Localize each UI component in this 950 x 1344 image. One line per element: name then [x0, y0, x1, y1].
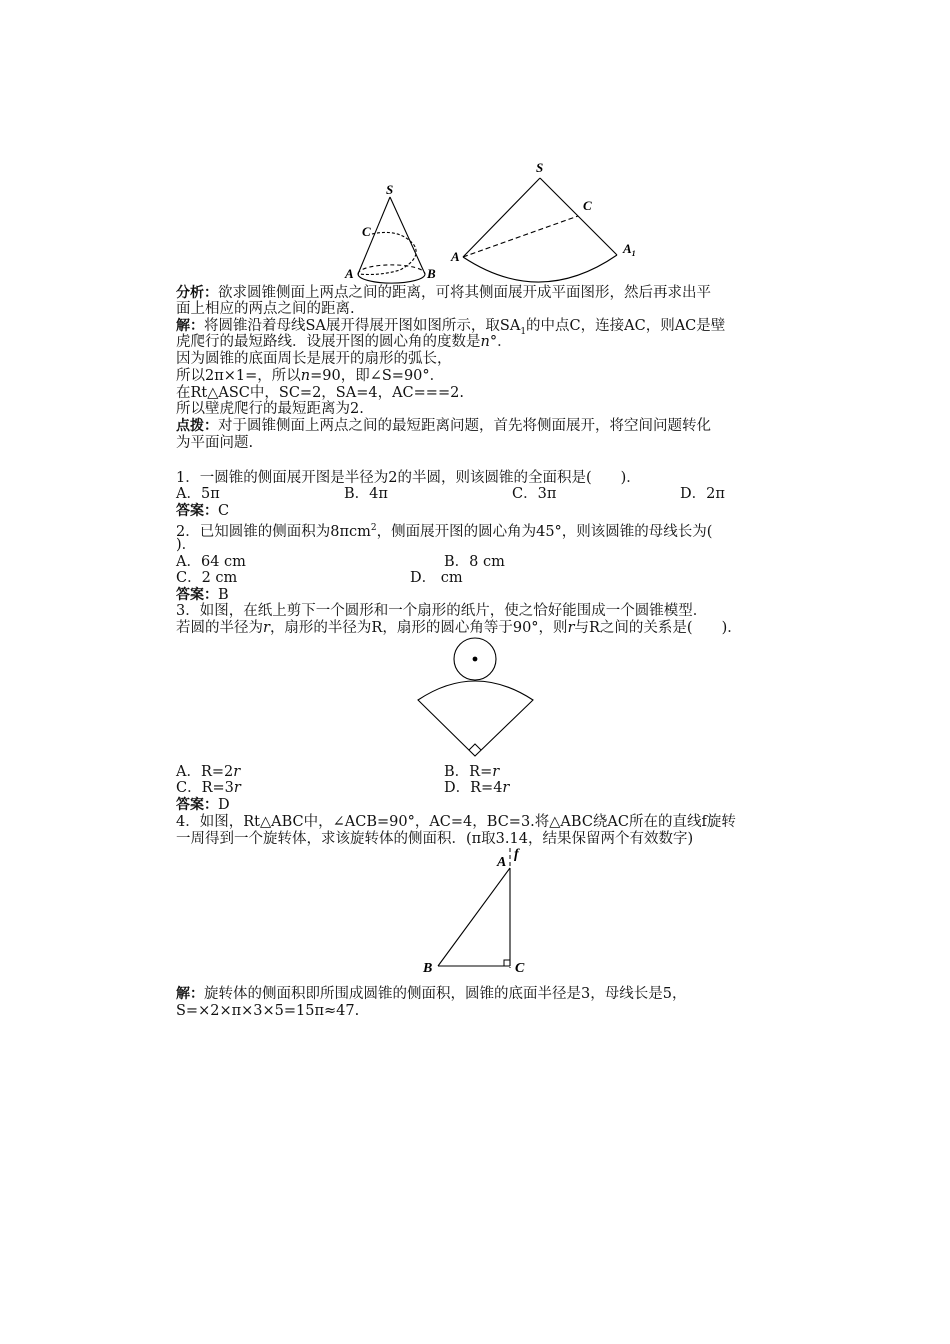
tip-line-2: 为平面问题. — [176, 435, 254, 451]
q4-stem-2: 一周得到一个旋转体，求该旋转体的侧面积．(π取3.14，结果保留两个有效数字) — [176, 831, 694, 847]
q3-option-d: D．R=4r — [444, 780, 510, 796]
solution1-text-4a: 所以2π×1=，所以 — [176, 368, 301, 384]
analysis-text-1: 欲求圆锥侧面上两点之间的距离，可将其侧面展开成平面图形，然后再求出平 — [218, 285, 711, 301]
solution1-text-2a: 虎爬行的最短路线．设展开图的圆心角的度数是 — [176, 334, 481, 350]
right-angle-mark-c — [504, 960, 510, 966]
q1-answer — [176, 503, 229, 519]
q3-answer — [176, 797, 230, 813]
q4-solution-2: S=×2×π×3×5=15π≈47. — [176, 1003, 360, 1019]
solution1-line-4 — [176, 368, 444, 384]
solution1-var-n2: n — [300, 368, 311, 384]
q3-stem-2b: ，扇形的半径为R，扇形的圆心角等于90°，则 — [269, 620, 568, 636]
tri-label-c: C — [515, 961, 525, 976]
analysis-line-2: 面上相应的两点之间的距离. — [176, 301, 355, 317]
q2-answer-label: 答案： — [176, 587, 218, 603]
q3-stem-2 — [176, 620, 742, 636]
q2-stem-1 — [176, 520, 712, 540]
sector-label-c: C — [583, 198, 592, 213]
tip-label: 点拨： — [176, 418, 218, 434]
q3-stem-1: 3．如图，在纸上剪下一个圆形和一个扇形的纸片，使之恰好能围成一个圆锥模型． — [176, 603, 708, 619]
solution1-text-1b: 的中点C，连接AC，则AC是壁 — [526, 318, 726, 334]
cone-label-c: C — [362, 224, 371, 239]
solution1-sub: 1 — [520, 326, 527, 337]
q1-option-d: D．2π — [680, 486, 725, 502]
right-angle-mark — [469, 744, 481, 750]
q3-option-c: C．R=3r — [176, 780, 241, 796]
solution1-line-2 — [176, 334, 512, 350]
q2-option-b: B．8 cm — [444, 554, 505, 570]
cone-label-s: S — [386, 182, 394, 197]
q2-option-a: A．64 cm — [176, 554, 246, 570]
q4-solution-1 — [176, 986, 686, 1002]
q4-stem-1: 4．如图，Rt△ABC中，∠ACB=90°，AC=4，BC=3.将△ABC绕AC所在的直线f旋转 — [176, 814, 736, 830]
q2-stem-a: 2．已知圆锥的侧面积为8πcm — [176, 523, 371, 540]
q3-answer-label: 答案： — [176, 797, 218, 813]
cone-label-a: A — [345, 266, 354, 281]
triangle-side-ab — [438, 868, 510, 966]
q1-answer-label: 答案： — [176, 503, 218, 519]
q4-solution-label: 解： — [176, 986, 204, 1002]
figure-circle-sector — [410, 636, 550, 761]
cone-label-b: B — [427, 266, 436, 281]
q1-option-b: B．4π — [344, 486, 388, 502]
solution1-line-5: 在Rt△ASC中，SC=2，SA=4，AC===2. — [176, 385, 464, 401]
q3-var-r: r — [263, 620, 270, 636]
solution1-label: 解： — [176, 318, 204, 334]
cone-drawing — [358, 197, 425, 283]
q2-stem-b: ，侧面展开图的圆心角为45°，则该圆锥的母线长为( — [376, 523, 713, 540]
q3-var-r2: r — [567, 620, 575, 636]
solution1-text-1: 将圆锥沿着母线SA展开得展开图如图所示，取SA — [204, 318, 521, 334]
tri-label-b: B — [423, 961, 433, 976]
solution1-text-4b: =90，即∠S=90°． — [310, 368, 445, 384]
tri-label-f: f — [514, 847, 519, 862]
tip-line-1 — [176, 418, 711, 434]
q2-option-c: C．2 cm — [176, 570, 238, 586]
q2-stem-sup: 2 — [370, 523, 377, 533]
sector-label-a1: $A_1$ — [623, 241, 636, 258]
sector-drawing — [463, 178, 617, 282]
solution1-line-6: 所以壁虎爬行的最短距离为2. — [176, 401, 364, 417]
q2-answer — [176, 587, 229, 603]
q3-option-a: A．R=2r — [176, 764, 241, 780]
q1-option-a: A．5π — [176, 486, 220, 502]
solution1-line-3: 因为圆锥的底面周长是展开的扇形的弧长， — [176, 351, 452, 367]
analysis-line-1 — [176, 285, 711, 301]
q3-answer-value: D — [218, 797, 230, 813]
q2-answer-value: B — [218, 587, 229, 603]
figure-right-triangle — [418, 846, 538, 976]
q1-stem: 1．一圆锥的侧面展开图是半径为2的半圆，则该圆锥的全面积是( )． — [176, 470, 641, 486]
q3-stem-2c: 与R之间的关系是( )． — [574, 620, 742, 636]
sector-label-s: S — [536, 160, 544, 175]
q2-option-d: D． cm — [410, 570, 463, 586]
sector-label-a: A — [451, 249, 460, 264]
q4-solution-text-1: 旋转体的侧面积即所围成圆锥的侧面积，圆锥的底面半径是3，母线长是5， — [204, 986, 687, 1002]
q1-option-c: C．3π — [512, 486, 557, 502]
solution1-var-n: n — [480, 334, 490, 350]
q3-stem-2a: 若圆的半径为 — [176, 620, 263, 636]
q3-option-b: B．R=r — [444, 764, 500, 780]
figure-cone-unfolded — [340, 150, 650, 285]
tri-label-a: A — [497, 855, 507, 870]
q2-stem-2: )． — [176, 537, 197, 553]
q1-answer-value: C — [218, 503, 230, 519]
circle-center-dot — [473, 657, 478, 662]
solution1-text-2b: °． — [489, 334, 512, 350]
tip-text-1: 对于圆锥侧面上两点之间的最短距离问题，首先将侧面展开，将空间问题转化 — [218, 418, 711, 434]
analysis-label: 分析： — [176, 285, 218, 301]
